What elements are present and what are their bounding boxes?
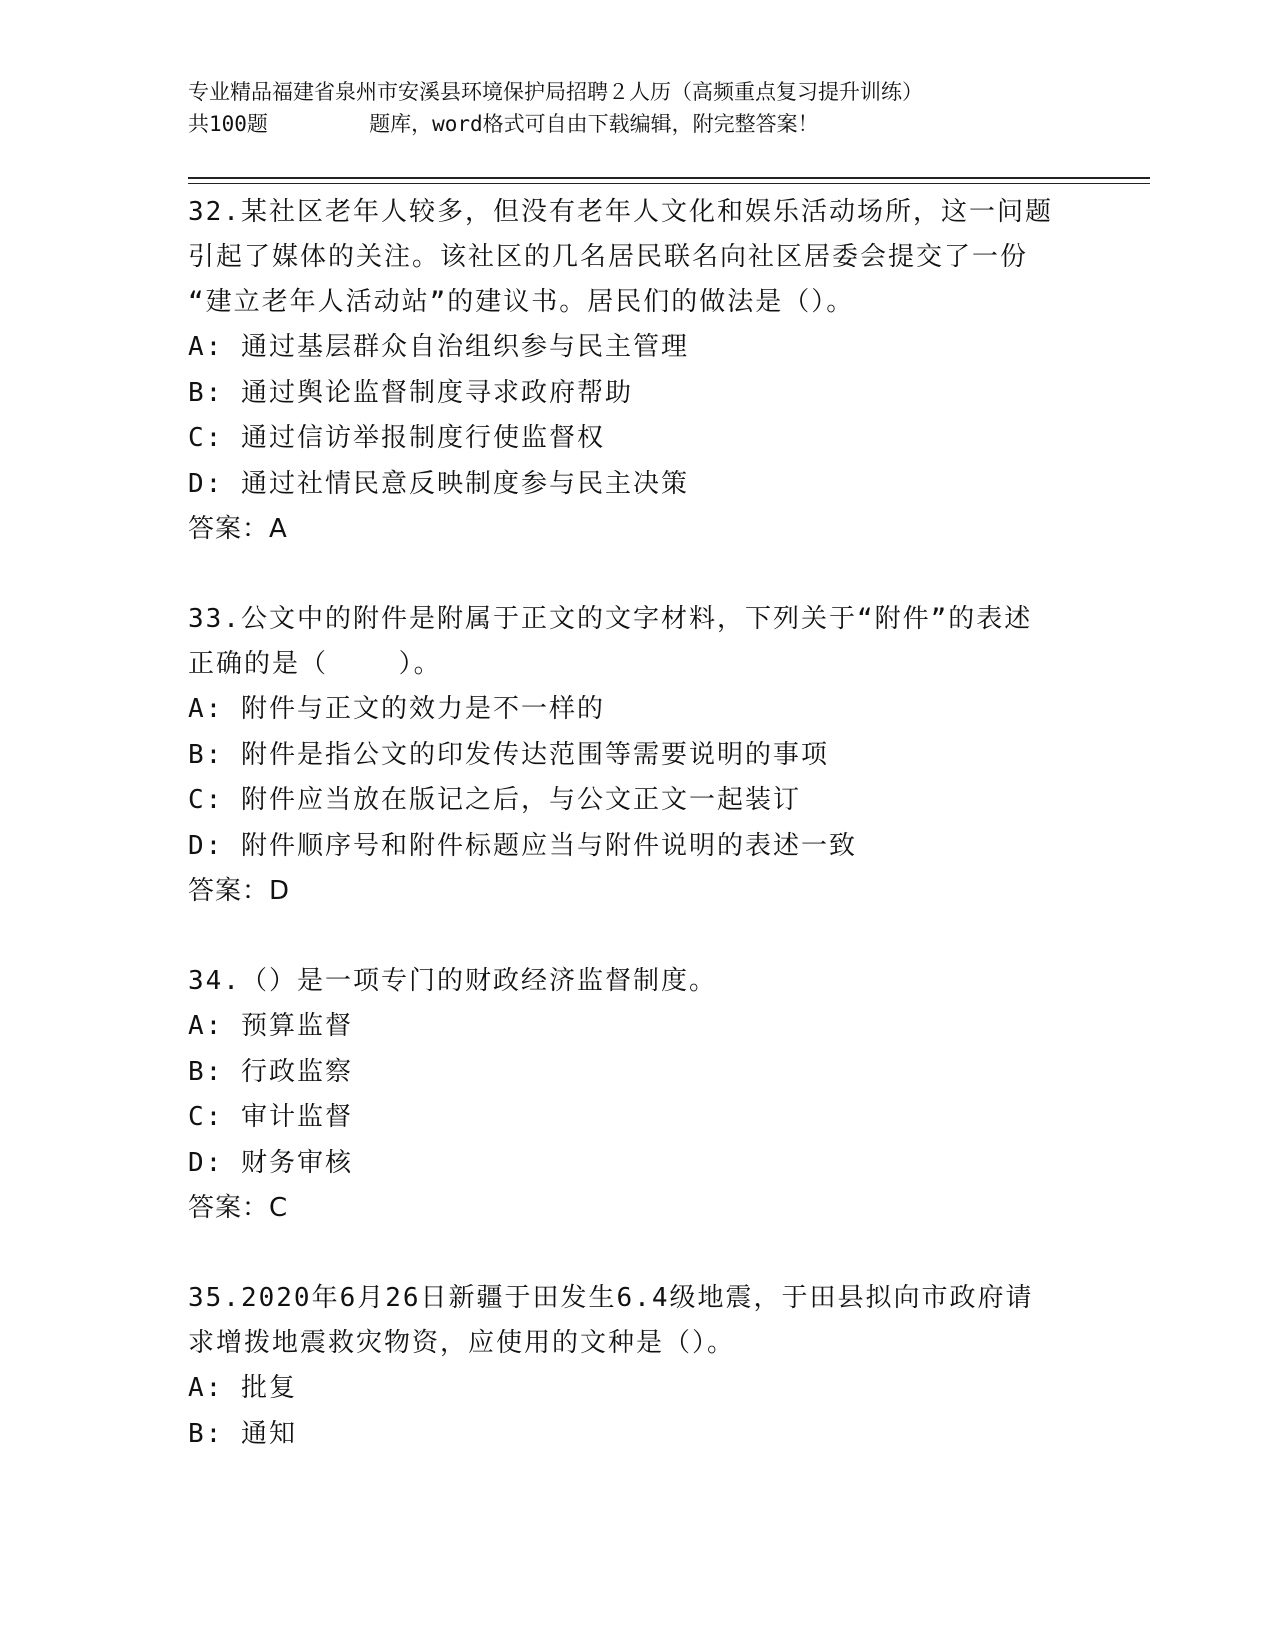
header-line-1: 专业精品福建省泉州市安溪县环境保护局招聘２人历（高频重点复习提升训练）	[188, 80, 923, 104]
answer: 答案：D	[188, 876, 291, 906]
question-stem-line: 34.（）是一项专门的财政经济监督制度。	[188, 966, 717, 996]
option-a: A: 附件与正文的效力是不一样的	[188, 694, 605, 724]
header-rule-thin	[188, 183, 1150, 184]
spacer	[188, 552, 1088, 597]
question-stem-line: 33.公文中的附件是附属于正文的文字材料，下列关于“附件”的表述	[188, 604, 1033, 634]
question-stem-line: “建立老年人活动站”的建议书。居民们的做法是（）。	[188, 287, 855, 317]
option-c: C: 附件应当放在版记之后，与公文正文一起装订	[188, 785, 801, 815]
answer: 答案：C	[188, 1193, 289, 1223]
option-d: D: 通过社情民意反映制度参与民主决策	[188, 468, 689, 499]
option-d: D: 附件顺序号和附件标题应当与附件说明的表述一致	[188, 830, 857, 861]
question-stem-line: 35.2020年6月26日新疆于田发生6.4级地震，于田县拟向市政府请	[188, 1283, 1034, 1313]
question-33	[188, 597, 1088, 914]
spacer	[188, 914, 1088, 959]
option-a: A: 预算监督	[188, 1011, 353, 1041]
question-34	[188, 959, 1088, 1231]
answer: 答案：A	[188, 514, 288, 544]
question-stem-line: 32.某社区老年人较多，但没有老年人文化和娱乐活动场所，这一问题	[188, 197, 1053, 227]
question-stem-line: 求增拨地震救灾物资，应使用的文种是（）。	[188, 1328, 736, 1358]
option-b: B: 通知	[188, 1418, 297, 1449]
question-35	[188, 1276, 1088, 1457]
question-stem-line: 引起了媒体的关注。该社区的几名居民联名向社区居委会提交了一份	[188, 242, 1029, 272]
option-b: B: 附件是指公文的印发传达范围等需要说明的事项	[188, 739, 829, 770]
option-b: B: 通过舆论监督制度寻求政府帮助	[188, 377, 633, 408]
question-stem-line: 正确的是（ ）。	[188, 649, 442, 679]
option-a: A: 通过基层群众自治组织参与民主管理	[188, 332, 689, 362]
option-b: B: 行政监察	[188, 1056, 353, 1087]
header-rule-thick	[188, 177, 1150, 179]
option-a: A: 批复	[188, 1373, 297, 1403]
option-c: C: 通过信访举报制度行使监督权	[188, 423, 605, 453]
document-header	[188, 76, 1088, 140]
question-list	[188, 190, 1088, 1457]
option-d: D: 财务审核	[188, 1147, 353, 1178]
question-32	[188, 190, 1088, 552]
header-line-2: 共100题 题库，word格式可自由下载编辑，附完整答案！	[188, 112, 819, 136]
spacer	[188, 1231, 1088, 1276]
option-c: C: 审计监督	[188, 1102, 353, 1132]
